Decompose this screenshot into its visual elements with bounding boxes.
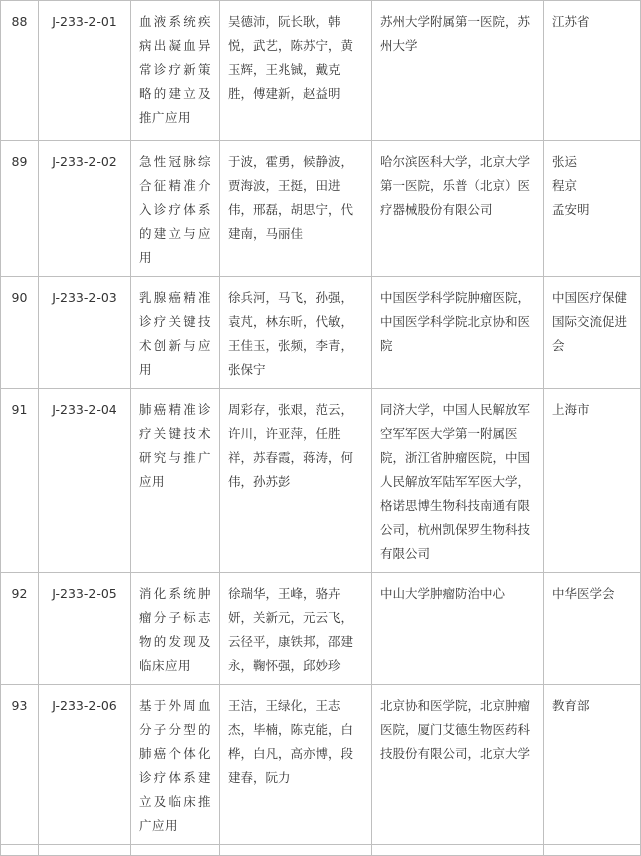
project-title bbox=[131, 1, 220, 141]
row-number: 90 bbox=[1, 277, 39, 389]
title-line: 物的发现及 bbox=[139, 634, 211, 649]
title-line: 急性冠脉综 bbox=[139, 154, 211, 169]
main-organizations: 中山大学肿瘤防治中心 bbox=[372, 573, 544, 685]
title-line: 消化系统肿 bbox=[139, 586, 211, 601]
table-row bbox=[1, 685, 641, 845]
title-line: 瘤分子标志 bbox=[139, 610, 211, 625]
cell bbox=[1, 845, 39, 856]
title-line: 广应用 bbox=[139, 818, 179, 833]
title-line: 合征精准介 bbox=[139, 178, 211, 193]
main-contributors: 周彩存，张艰，范云，许川，许亚萍，任胜祥，苏春霞，蒋涛，何伟，孙苏彭 bbox=[220, 389, 372, 573]
main-contributors: 王洁，王绿化，王志杰，毕楠，陈克能，白桦，白凡，高亦博，段建春，阮力 bbox=[220, 685, 372, 845]
recommending-unit: 中国医疗保健国际交流促进会 bbox=[544, 277, 641, 389]
table-row bbox=[1, 1, 641, 141]
title-line: 分子分型的 bbox=[139, 722, 211, 737]
title-line: 疗关键技术 bbox=[139, 426, 211, 441]
title-line: 诊疗体系建 bbox=[139, 770, 211, 785]
recommending-unit: 教育部 bbox=[544, 685, 641, 845]
table-row bbox=[1, 141, 641, 277]
row-number: 92 bbox=[1, 573, 39, 685]
project-title bbox=[131, 389, 220, 573]
main-contributors: 徐瑞华，王峰，骆卉妍，关新元，元云飞，云径平，康铁邦，邵建永，鞠怀强，邱妙珍 bbox=[220, 573, 372, 685]
project-code: J-233-2-01 bbox=[39, 1, 131, 141]
title-line: 略的建立及 bbox=[139, 86, 211, 101]
title-line: 的建立与应 bbox=[139, 226, 211, 241]
main-contributors: 徐兵河，马飞，孙强，袁芃，林东昕，代敏，王佳玉，张频，李青，张保宁 bbox=[220, 277, 372, 389]
title-line: 推广应用 bbox=[139, 110, 192, 125]
project-title bbox=[131, 573, 220, 685]
table-row-partial bbox=[1, 845, 641, 856]
title-line: 诊疗关键技 bbox=[139, 314, 211, 329]
title-line: 常诊疗新策 bbox=[139, 62, 211, 77]
title-line: 用 bbox=[139, 362, 153, 377]
row-number: 91 bbox=[1, 389, 39, 573]
project-title bbox=[131, 685, 220, 845]
title-line: 血液系统疾 bbox=[139, 14, 211, 29]
project-title bbox=[131, 141, 220, 277]
cell bbox=[372, 845, 544, 856]
recommending-unit: 张运 程京 孟安明 bbox=[544, 141, 641, 277]
title-line: 临床应用 bbox=[139, 658, 192, 673]
main-contributors: 于波，霍勇，候静波，贾海波，王挺，田进伟，邢磊，胡思宁，代建南，马丽佳 bbox=[220, 141, 372, 277]
row-number: 89 bbox=[1, 141, 39, 277]
project-code: J-233-2-05 bbox=[39, 573, 131, 685]
title-line: 肺癌个体化 bbox=[139, 746, 211, 761]
project-title bbox=[131, 277, 220, 389]
main-organizations: 哈尔滨医科大学，北京大学第一医院，乐普（北京）医疗器械股份有限公司 bbox=[372, 141, 544, 277]
project-code: J-233-2-04 bbox=[39, 389, 131, 573]
main-organizations: 北京协和医学院，北京肿瘤医院，厦门艾德生物医药科技股份有限公司，北京大学 bbox=[372, 685, 544, 845]
main-organizations: 中国医学科学院肿瘤医院，中国医学科学院北京协和医院 bbox=[372, 277, 544, 389]
main-contributors: 吴德沛，阮长耿，韩悦，武艺，陈苏宁，黄玉辉，王兆铖，戴克胜，傅建新，赵益明 bbox=[220, 1, 372, 141]
title-line: 术创新与应 bbox=[139, 338, 211, 353]
title-line: 立及临床推 bbox=[139, 794, 211, 809]
main-organizations: 同济大学，中国人民解放军空军军医大学第一附属医院，浙江省肿瘤医院，中国人民解放军陆军军医大学，格诺思博生物科技南通有限公司，杭州凯保罗生物科技有限公司 bbox=[372, 389, 544, 573]
table-row bbox=[1, 573, 641, 685]
table-row bbox=[1, 277, 641, 389]
project-code: J-233-2-02 bbox=[39, 141, 131, 277]
title-line: 研究与推广 bbox=[139, 450, 211, 465]
cell bbox=[39, 845, 131, 856]
project-code: J-233-2-06 bbox=[39, 685, 131, 845]
title-line: 入诊疗体系 bbox=[139, 202, 211, 217]
row-number: 88 bbox=[1, 1, 39, 141]
project-code: J-233-2-03 bbox=[39, 277, 131, 389]
recommending-unit: 上海市 bbox=[544, 389, 641, 573]
title-line: 肺癌精准诊 bbox=[139, 402, 211, 417]
recommending-unit: 中华医学会 bbox=[544, 573, 641, 685]
main-organizations: 苏州大学附属第一医院，苏州大学 bbox=[372, 1, 544, 141]
row-number: 93 bbox=[1, 685, 39, 845]
recommending-unit: 江苏省 bbox=[544, 1, 641, 141]
cell bbox=[220, 845, 372, 856]
table-row bbox=[1, 389, 641, 573]
title-line: 病出凝血异 bbox=[139, 38, 211, 53]
title-line: 用 bbox=[139, 250, 153, 265]
cell bbox=[131, 845, 220, 856]
title-line: 应用 bbox=[139, 474, 166, 489]
title-line: 乳腺癌精准 bbox=[139, 290, 211, 305]
cell bbox=[544, 845, 641, 856]
title-line: 基于外周血 bbox=[139, 698, 211, 713]
